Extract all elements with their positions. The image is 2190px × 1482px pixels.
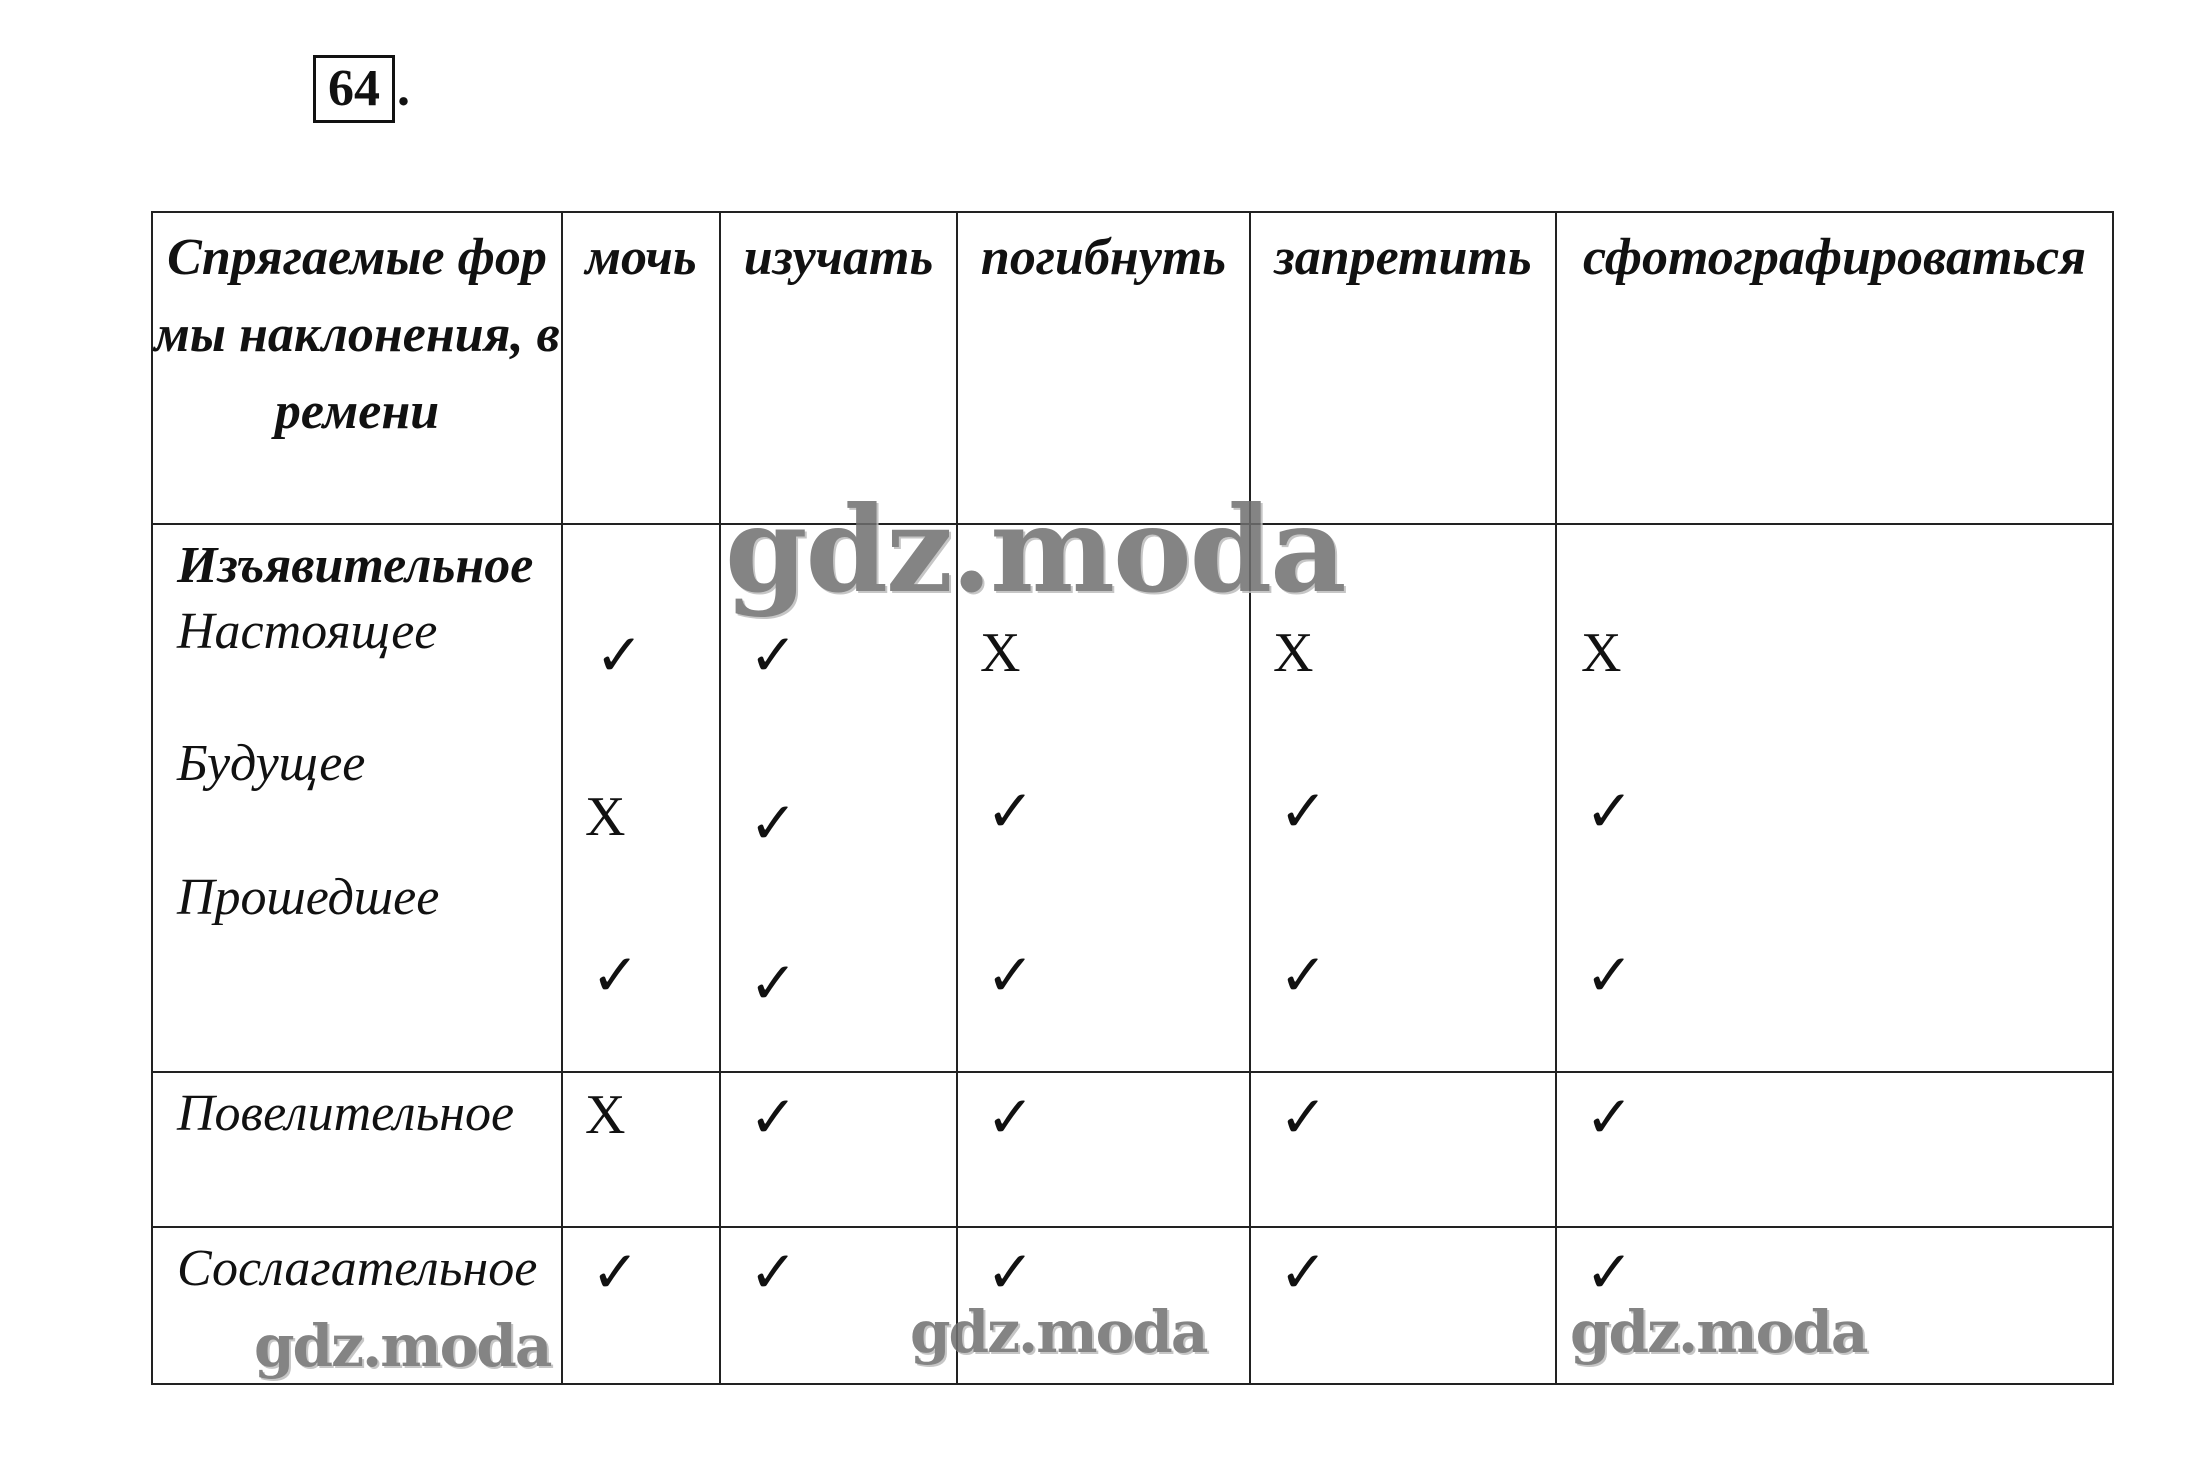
indicative-future-mark-4: ✓	[1279, 777, 1328, 845]
subjunctive-mark-3: ✓	[986, 1238, 1035, 1306]
indicative-col-4	[1250, 524, 1556, 1072]
indicative-col-5	[1556, 524, 2113, 1072]
watermark-small-3: gdz.moda	[1570, 1298, 1867, 1366]
imperative-col-3	[957, 1072, 1250, 1227]
imperative-col-4	[1250, 1072, 1556, 1227]
subjunctive-mark-1: ✓	[591, 1238, 640, 1306]
subjunctive-col-3	[957, 1227, 1250, 1384]
imperative-mark-1: X	[585, 1084, 626, 1146]
header-verb-zapretit: запретить	[1250, 212, 1556, 524]
indicative-present-mark-4: X	[1273, 622, 1314, 684]
header-verb-sfotografirovatsya: сфотографироваться	[1556, 212, 2113, 524]
watermark-small-2: gdz.moda	[910, 1298, 1207, 1366]
subjunctive-mark-5: ✓	[1585, 1238, 1634, 1306]
task-number	[313, 55, 410, 123]
imperative-col-5	[1556, 1072, 2113, 1227]
subjunctive-col-4	[1250, 1227, 1556, 1384]
indicative-past-mark-1: ✓	[591, 941, 640, 1009]
task-number-dot: .	[397, 60, 410, 117]
watermark-small-1: gdz.moda	[254, 1312, 551, 1380]
indicative-col-1	[562, 524, 720, 1072]
header-verb-izuchat: изучать	[720, 212, 957, 524]
indicative-present-mark-1: ✓	[595, 621, 644, 689]
indicative-col-3	[957, 524, 1250, 1072]
tense-future: Будущее	[177, 735, 366, 792]
indicative-past-mark-5: ✓	[1585, 941, 1634, 1009]
indicative-present-mark-2: ✓	[749, 621, 798, 689]
subjunctive-col-5	[1556, 1227, 2113, 1384]
indicative-label: Изъявительное	[177, 537, 534, 594]
header-verb-pogibnut: погибнуть	[957, 212, 1250, 524]
indicative-present-mark-5: X	[1581, 622, 1622, 684]
imperative-col-2	[720, 1072, 957, 1227]
watermark-main: gdz.moda	[725, 480, 1345, 619]
header-forms: Спрягаемые формы наклонения, времени	[152, 212, 562, 524]
task-number-box: 64	[313, 55, 395, 123]
indicative-past-mark-3: ✓	[986, 941, 1035, 1009]
indicative-past-mark-2: ✓	[749, 949, 798, 1017]
imperative-row	[152, 1072, 2113, 1227]
indicative-label-cell	[152, 524, 562, 1072]
indicative-future-mark-1: X	[585, 786, 626, 848]
imperative-label: Повелительное	[152, 1072, 562, 1227]
header-row	[152, 212, 2113, 524]
subjunctive-col-1	[562, 1227, 720, 1384]
imperative-mark-2: ✓	[749, 1083, 798, 1151]
imperative-mark-4: ✓	[1279, 1083, 1328, 1151]
indicative-future-mark-2: ✓	[749, 789, 798, 857]
tense-past: Прошедшее	[177, 869, 440, 926]
subjunctive-col-2	[720, 1227, 957, 1384]
indicative-row	[152, 524, 2113, 1072]
indicative-future-mark-3: ✓	[986, 777, 1035, 845]
conjugation-table	[151, 211, 2114, 1385]
imperative-col-1	[562, 1072, 720, 1227]
indicative-past-mark-4: ✓	[1279, 941, 1328, 1009]
imperative-mark-3: ✓	[986, 1083, 1035, 1151]
subjunctive-row	[152, 1227, 2113, 1384]
subjunctive-mark-4: ✓	[1279, 1238, 1328, 1306]
subjunctive-mark-2: ✓	[749, 1238, 798, 1306]
imperative-mark-5: ✓	[1585, 1083, 1634, 1151]
subjunctive-label: Сослагательное	[152, 1227, 562, 1384]
indicative-col-2	[720, 524, 957, 1072]
indicative-present-mark-3: X	[980, 622, 1021, 684]
tense-present: Настоящее	[177, 603, 438, 660]
header-verb-mochь: мочь	[562, 212, 720, 524]
indicative-future-mark-5: ✓	[1585, 777, 1634, 845]
